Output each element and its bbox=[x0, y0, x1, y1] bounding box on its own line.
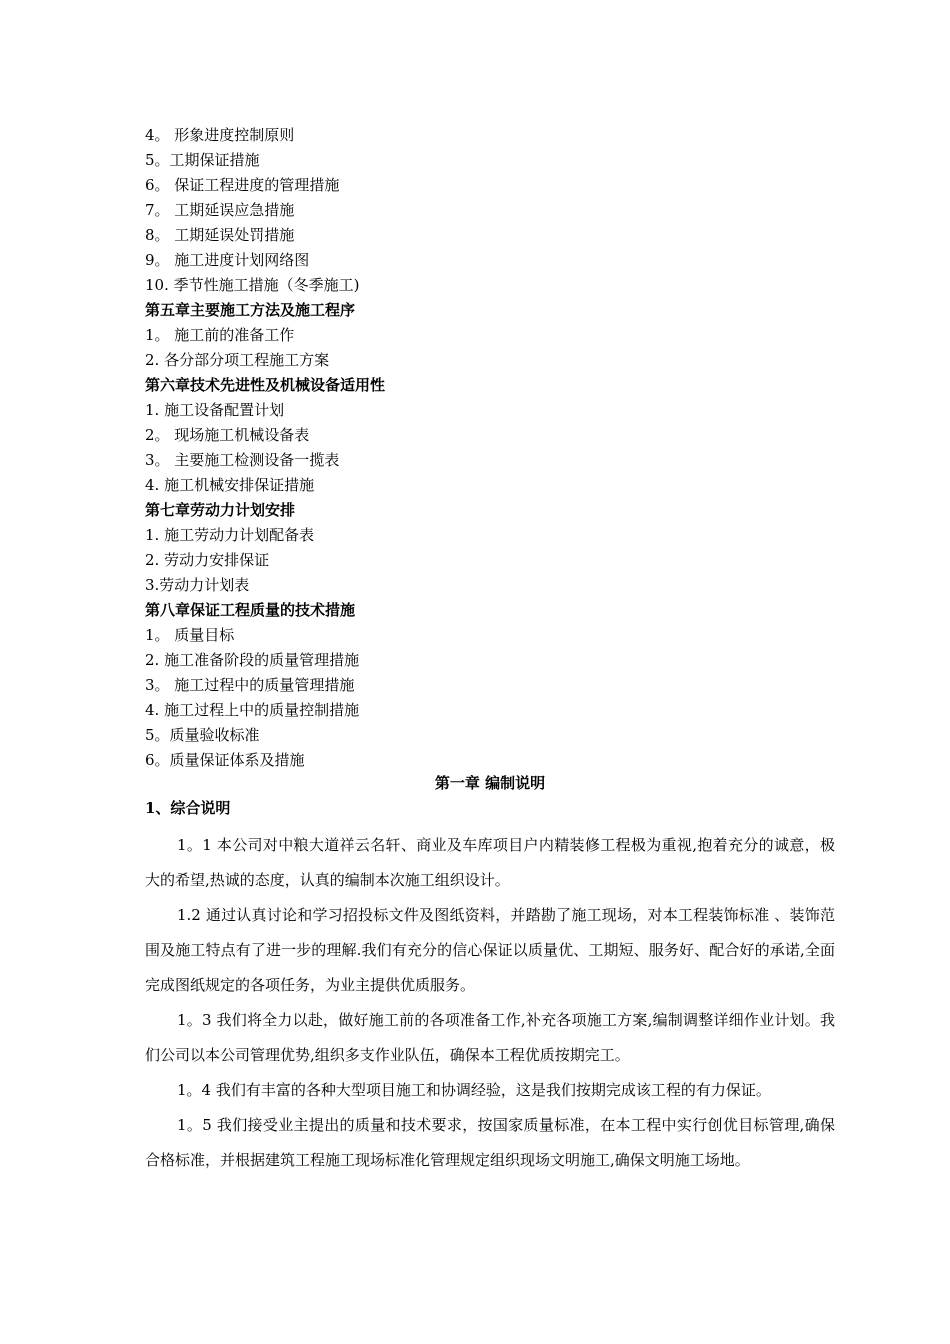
toc-item: 2. 施工准备阶段的质量管理措施 bbox=[145, 651, 360, 669]
toc-item: 2. 各分部分项工程施工方案 bbox=[145, 351, 330, 369]
toc-item: 1。 施工前的准备工作 bbox=[145, 326, 295, 344]
toc-item: 1. 施工设备配置计划 bbox=[145, 401, 285, 419]
toc-item: 8。 工期延误处罚措施 bbox=[145, 226, 295, 244]
toc-item: 1。 质量目标 bbox=[145, 626, 235, 644]
toc-chapter-heading: 第七章劳动力计划安排 bbox=[145, 501, 296, 519]
toc-item: 4. 施工机械安排保证措施 bbox=[145, 476, 315, 494]
toc-chapter-heading: 第五章主要施工方法及施工程序 bbox=[145, 301, 356, 319]
chapter-title: 第一章 编制说明 bbox=[434, 774, 546, 792]
toc-item: 3.劳动力计划表 bbox=[145, 576, 250, 594]
body-text bbox=[145, 828, 835, 1178]
toc-chapter-heading: 第八章保证工程质量的技术措施 bbox=[145, 601, 356, 619]
body-paragraph: 1。5 我们接受业主提出的质量和技术要求，按国家质量标准，在本工程中实行创优目标管理,确保合格标准，并根据建筑工程施工现场标准化管理规定组织现场文明施工,确保文明施工场地。 bbox=[145, 1116, 835, 1169]
toc-item: 4. 施工过程上中的质量控制措施 bbox=[145, 701, 360, 719]
toc-item: 10. 季节性施工措施（冬季施工) bbox=[145, 276, 360, 294]
toc-item: 3。 施工过程中的质量管理措施 bbox=[145, 676, 355, 694]
toc-item: 6。质量保证体系及措施 bbox=[145, 751, 305, 769]
body-paragraph: 1。3 我们将全力以赴，做好施工前的各项准备工作,补充各项施工方案,编制调整详细作业计划。我们公司以本公司管理优势,组织多支作业队伍，确保本工程优质按期完工。 bbox=[145, 1011, 835, 1064]
body-paragraph: 1。4 我们有丰富的各种大型项目施工和协调经验，这是我们按期完成该工程的有力保证。 bbox=[177, 1081, 771, 1099]
toc-item: 7。 工期延误应急措施 bbox=[145, 201, 295, 219]
toc-item: 4。 形象进度控制原则 bbox=[145, 126, 295, 144]
body-paragraph: 1.2 通过认真讨论和学习招投标文件及图纸资料，并踏勘了施工现场，对本工程装饰标准 、装饰范围及施工特点有了进一步的理解.我们有充分的信心保证以质量优、工期短、服务好、配合好的承诺,全面完成图纸规定的各项任务，为业主提供优质服务。 bbox=[145, 906, 835, 994]
toc-chapter-heading: 第六章技术先进性及机械设备适用性 bbox=[145, 376, 386, 394]
body-paragraph: 1。1 本公司对中粮大道祥云名轩、商业及车库项目户内精装修工程极为重视,抱着充分的诚意，极大的希望,热诚的态度，认真的编制本次施工组织设计。 bbox=[145, 836, 835, 889]
toc-item: 2。 现场施工机械设备表 bbox=[145, 426, 310, 444]
toc-item: 5。工期保证措施 bbox=[145, 151, 260, 169]
toc-item: 5。质量验收标准 bbox=[145, 726, 260, 744]
toc-item: 2. 劳动力安排保证 bbox=[145, 551, 270, 569]
toc-item: 3。 主要施工检测设备一揽表 bbox=[145, 451, 340, 469]
toc-item: 9。 施工进度计划网络图 bbox=[145, 251, 310, 269]
toc-item: 1. 施工劳动力计划配备表 bbox=[145, 526, 315, 544]
table-of-contents bbox=[145, 123, 845, 773]
section-heading: 1、综合说明 bbox=[145, 799, 231, 817]
toc-item: 6。 保证工程进度的管理措施 bbox=[145, 176, 340, 194]
